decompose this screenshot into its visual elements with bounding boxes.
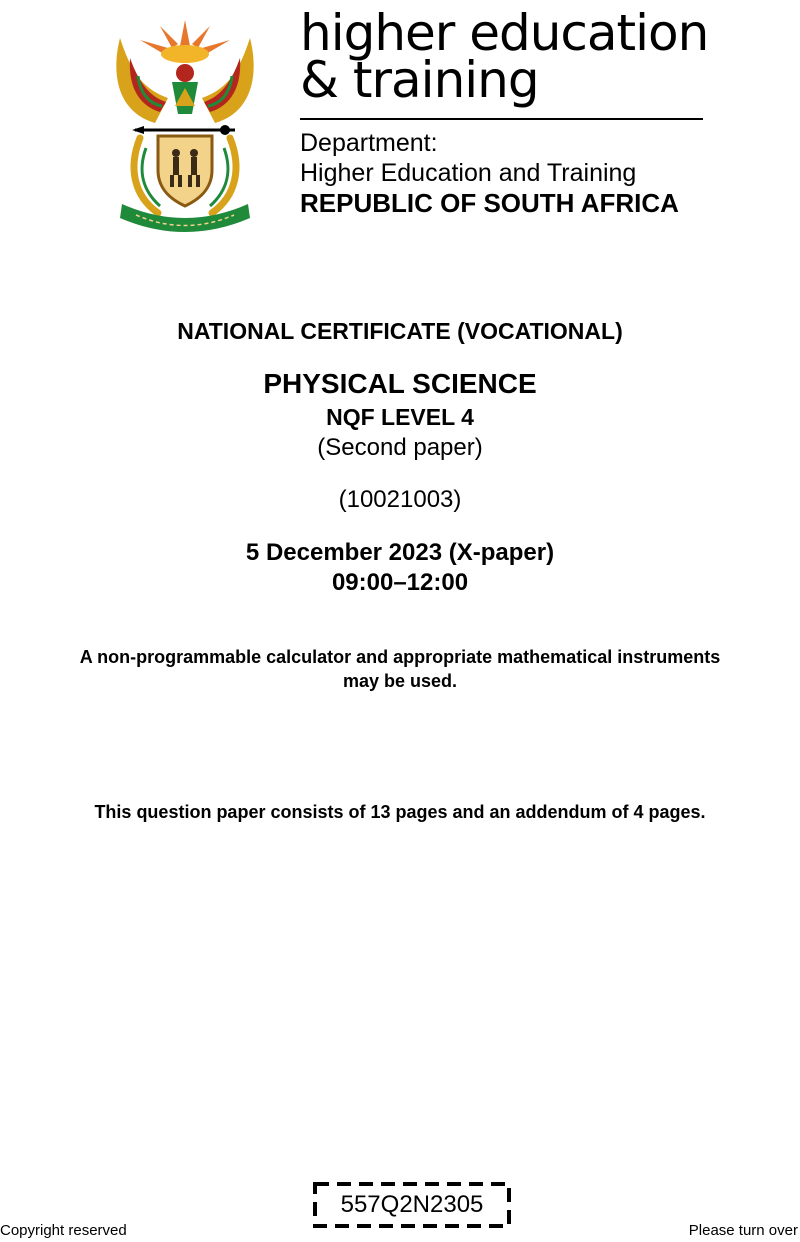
exam-date: 5 December 2023 (X-paper) — [245, 539, 555, 566]
turn-over-notice: Please turn over — [688, 1222, 798, 1239]
calculator-instruction — [0, 645, 800, 693]
subject-title: PHYSICAL SCIENCE — [263, 368, 537, 399]
country-name: REPUBLIC OF SOUTH AFRICA — [300, 188, 679, 218]
page-header — [0, 0, 800, 250]
brand-block — [300, 4, 720, 218]
south-africa-coat-of-arms-icon — [100, 18, 270, 233]
instruction-line-2: may be used. — [342, 671, 458, 691]
department-label: Department: — [300, 129, 438, 157]
exam-time: 09:00–12:00 — [331, 569, 469, 596]
subject-code: (10021003) — [338, 486, 462, 513]
brand-divider — [300, 118, 703, 120]
copyright-notice: Copyright reserved — [0, 1222, 127, 1239]
brand-name-line-2: & training — [300, 51, 539, 109]
paper-number: (Second paper) — [317, 434, 483, 461]
nqf-level: NQF LEVEL 4 — [326, 404, 474, 430]
department-block — [300, 128, 679, 218]
paper-code: 557Q2N2305 — [340, 1191, 484, 1218]
instruction-line-1: A non-programmable calculator and appropriate mathematical instruments — [79, 647, 721, 667]
brand-name-line-1: higher education — [300, 4, 709, 62]
paper-code-box — [313, 1182, 511, 1228]
page-count-note: This question paper consists of 13 pages and an addendum of 4 pages. — [94, 802, 706, 822]
department-name: Higher Education and Training — [300, 159, 637, 187]
certificate-title: NATIONAL CERTIFICATE (VOCATIONAL) — [177, 318, 623, 344]
